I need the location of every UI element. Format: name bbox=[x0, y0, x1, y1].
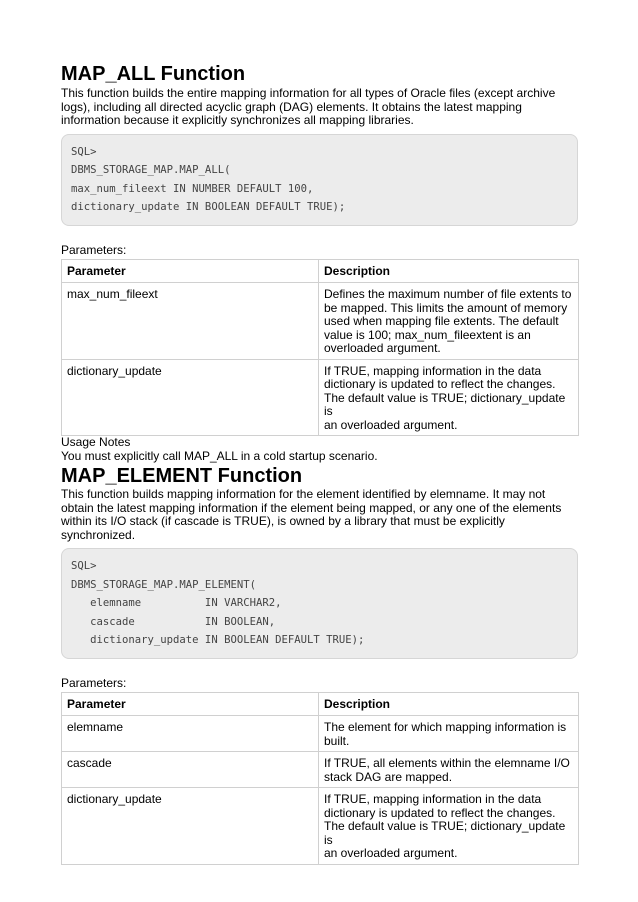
parameters-table-map-element bbox=[61, 692, 579, 865]
desc-line: an overloaded argument. bbox=[324, 846, 458, 860]
desc-line: be mapped. This limits the amount of memory bbox=[324, 300, 568, 315]
param-name: dictionary_update bbox=[62, 359, 319, 436]
header-parameter: Parameter bbox=[62, 692, 319, 716]
intro-line: This function builds mapping information for the element identified by elemname. It may not bbox=[61, 487, 546, 501]
table-row bbox=[62, 716, 579, 752]
header-parameter: Parameter bbox=[62, 259, 319, 283]
desc-line: used when mapping file extents. The default bbox=[324, 314, 559, 328]
header-description: Description bbox=[319, 259, 579, 283]
param-name: dictionary_update bbox=[62, 788, 319, 865]
table-header-row bbox=[62, 259, 579, 283]
desc-line: The default value is TRUE; dictionary_update is bbox=[324, 390, 566, 418]
intro-line: within its I/O stack (if cascade is TRUE), is owned by a library that must be explicitly bbox=[61, 514, 505, 528]
table-row bbox=[62, 752, 579, 788]
code-block-map-all bbox=[61, 134, 578, 226]
usage-notes-label: Usage Notes bbox=[61, 435, 131, 449]
intro-line: logs), including all directed acyclic graph (DAG) elements. It obtains the latest mapping bbox=[61, 99, 522, 114]
param-description bbox=[319, 359, 579, 436]
section-intro-map-element bbox=[61, 488, 578, 542]
intro-line: synchronized. bbox=[61, 527, 136, 542]
code-line: dictionary_update IN BOOLEAN DEFAULT TRUE); bbox=[71, 201, 346, 213]
table-row bbox=[62, 283, 579, 360]
desc-line: dictionary is updated to reflect the changes. bbox=[324, 805, 556, 820]
desc-line: Defines the maximum number of file extents to bbox=[324, 287, 572, 301]
document-page bbox=[61, 62, 578, 865]
section-title-map-element: MAP_ELEMENT Function bbox=[61, 465, 303, 487]
section-title-map-all: MAP_ALL Function bbox=[61, 63, 246, 85]
desc-line: an overloaded argument. bbox=[324, 417, 458, 432]
desc-line: built. bbox=[324, 733, 350, 748]
code-block-map-element bbox=[61, 548, 578, 659]
usage-notes bbox=[61, 436, 578, 463]
code-line: SQL> bbox=[71, 145, 97, 158]
desc-line: value is 100; max_num_fileextent is an bbox=[324, 327, 531, 342]
param-description bbox=[319, 716, 579, 752]
intro-line: This function builds the entire mapping information for all types of Oracle files (except archive bbox=[61, 86, 556, 100]
usage-notes-text: You must explicitly call MAP_ALL in a cold startup scenario. bbox=[61, 448, 378, 463]
param-name: max_num_fileext bbox=[62, 283, 319, 360]
desc-line: dictionary is updated to reflect the changes. bbox=[324, 377, 556, 391]
code-line: DBMS_STORAGE_MAP.MAP_ELEMENT( bbox=[71, 578, 256, 591]
desc-line: If TRUE, mapping information in the data bbox=[324, 792, 542, 806]
code-line: elemname IN VARCHAR2, bbox=[71, 597, 282, 609]
header-description: Description bbox=[319, 692, 579, 716]
parameters-label: Parameters: bbox=[61, 242, 127, 257]
table-row bbox=[62, 788, 579, 865]
desc-line: If TRUE, all elements within the elemname I/O bbox=[324, 756, 570, 770]
parameters-label: Parameters: bbox=[61, 675, 127, 690]
desc-line: The default value is TRUE; dictionary_update is bbox=[324, 819, 566, 847]
param-description bbox=[319, 788, 579, 865]
parameters-table-map-all bbox=[61, 259, 579, 437]
intro-line: obtain the latest mapping information if the element being mapped, or any one of the elements bbox=[61, 500, 562, 515]
desc-line: stack DAG are mapped. bbox=[324, 769, 453, 784]
param-description bbox=[319, 283, 579, 360]
section-intro-map-all bbox=[61, 87, 578, 128]
code-line: dictionary_update IN BOOLEAN DEFAULT TRUE); bbox=[71, 634, 365, 646]
table-header-row bbox=[62, 692, 579, 716]
param-name: cascade bbox=[62, 752, 319, 788]
intro-line: information because it explicitly synchronizes all mapping libraries. bbox=[61, 113, 414, 127]
code-line: max_num_fileext IN NUMBER DEFAULT 100, bbox=[71, 182, 314, 195]
desc-line: The element for which mapping information is bbox=[324, 720, 567, 734]
code-line: cascade IN BOOLEAN, bbox=[71, 615, 276, 628]
param-name: elemname bbox=[62, 716, 319, 752]
param-description bbox=[319, 752, 579, 788]
desc-line: If TRUE, mapping information in the data bbox=[324, 363, 542, 378]
code-line: SQL> bbox=[71, 560, 97, 572]
table-row bbox=[62, 359, 579, 436]
code-line: DBMS_STORAGE_MAP.MAP_ALL( bbox=[71, 164, 231, 176]
desc-line: overloaded argument. bbox=[324, 341, 441, 355]
